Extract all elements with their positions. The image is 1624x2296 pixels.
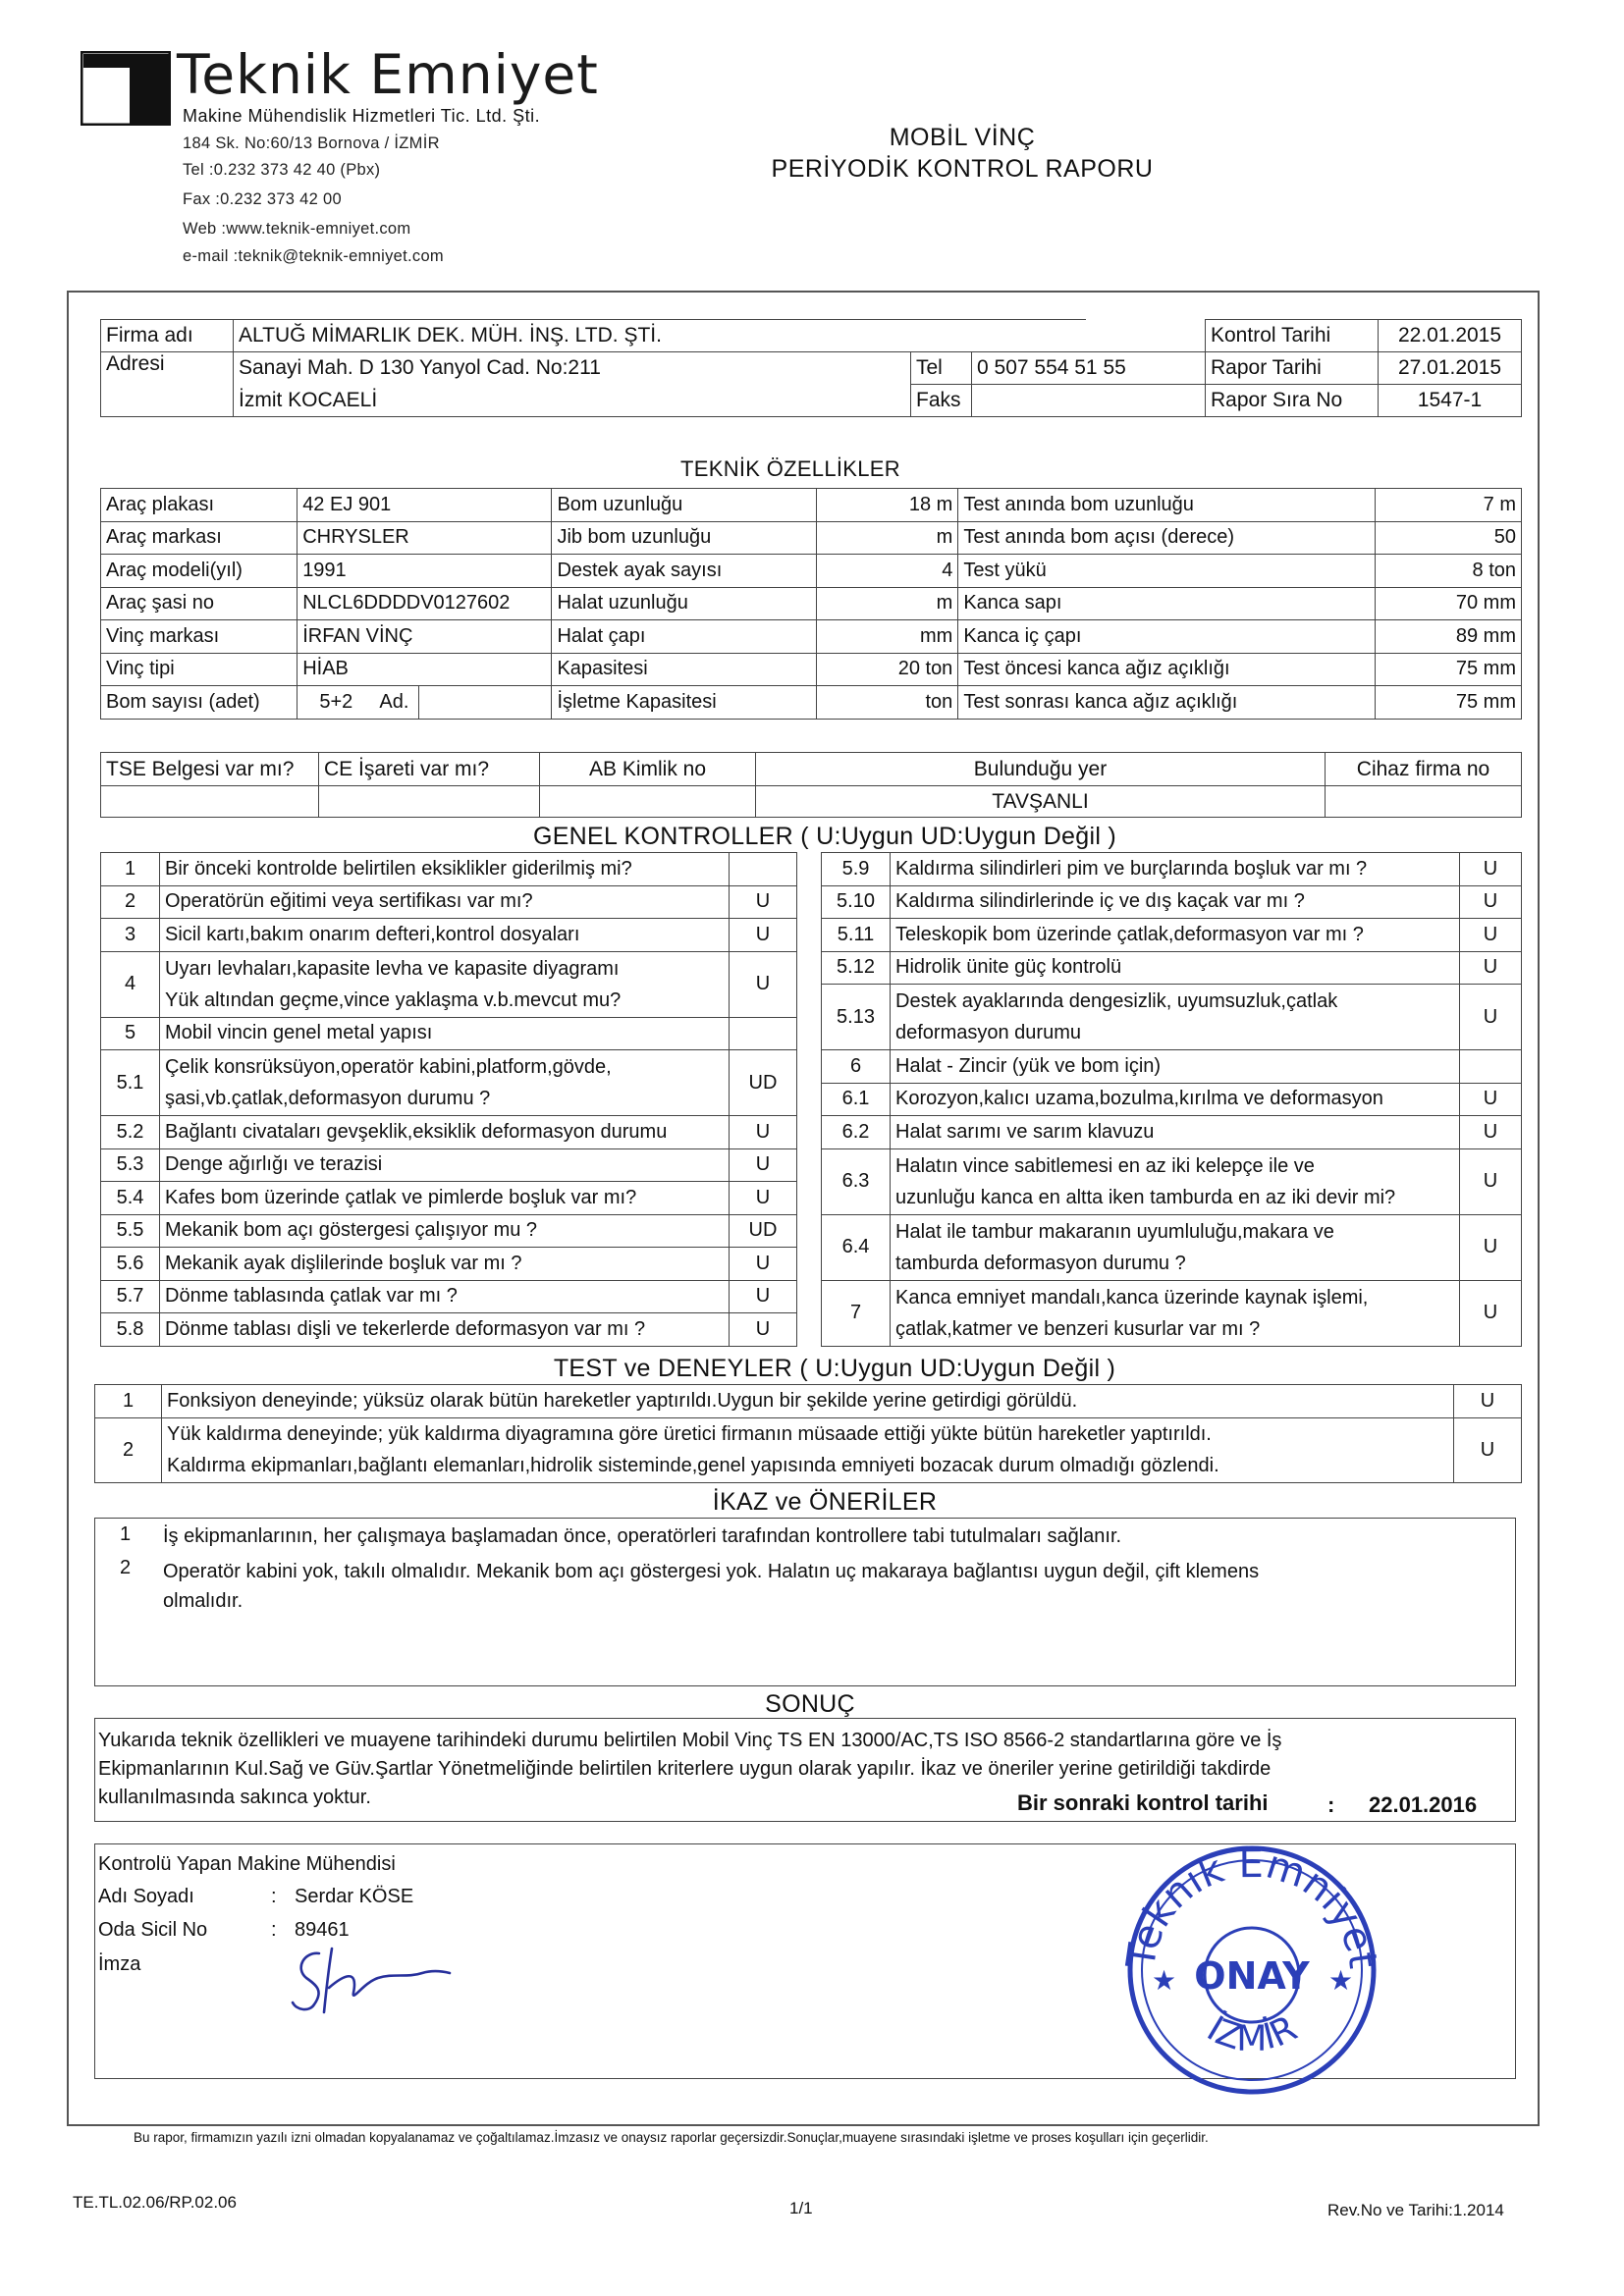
test-row-status: U xyxy=(1454,1417,1522,1482)
firm-name-label: Firma adı xyxy=(101,320,234,352)
spec-value-2: m xyxy=(817,521,958,555)
spec-label-2: Destek ayak sayısı xyxy=(552,555,817,588)
control-text-line: tamburda deformasyon durumu ? xyxy=(895,1252,1186,1274)
spec-label: Araç modeli(yıl) xyxy=(101,555,298,588)
spec-value-3: 75 mm xyxy=(1376,653,1522,686)
control-text-line: Operatörün eğitimi veya sertifikası var mı? xyxy=(165,890,533,913)
control-text xyxy=(891,1083,1460,1116)
warnings-title: İKAZ ve ÖNERİLER xyxy=(712,1488,938,1516)
control-text xyxy=(160,1280,730,1313)
control-text-line: Halat ile tambur makaranın uyumluluğu,makara ve xyxy=(895,1220,1334,1243)
ce-value xyxy=(319,786,540,818)
warning-text: İş ekipmanlarının, her çalışmaya başlamadan önce, operatörleri tarafından kontrollere tabi tutulmaları sağlanır. xyxy=(163,1525,1122,1547)
spec-value-3: 7 m xyxy=(1376,489,1522,522)
document-title-1: MOBİL VİNÇ xyxy=(889,124,1036,151)
report-date-label: Rapor Tarihi xyxy=(1206,352,1379,385)
spec-label: Araç markası xyxy=(101,521,298,555)
spec-value: CHRYSLER xyxy=(298,521,552,555)
control-number: 6.1 xyxy=(822,1083,891,1116)
control-text xyxy=(891,951,1460,985)
control-text-line: çatlak,katmer ve benzeri kusurlar var mı ? xyxy=(895,1317,1261,1340)
spec-label-2: Halat uzunluğu xyxy=(552,587,817,620)
spec-value: HİAB xyxy=(298,653,552,686)
engineer-reg-label: Oda Sicil No xyxy=(98,1919,208,1941)
control-text-line: Kaldırma silindirleri pim ve burçlarında boşluk var mı ? xyxy=(895,857,1368,880)
spec-label-2: Jib bom uzunluğu xyxy=(552,521,817,555)
control-text xyxy=(160,853,730,886)
control-status: U xyxy=(1460,853,1522,886)
control-text xyxy=(160,1248,730,1281)
tse-label: TSE Belgesi var mı? xyxy=(101,753,319,786)
company-email: e-mail :teknik@teknik-emniyet.com xyxy=(183,247,444,265)
report-no: 1547-1 xyxy=(1379,385,1522,417)
control-text-line: Kaldırma silindirlerinde iç ve dış kaçak var mı ? xyxy=(895,890,1305,913)
control-status: UD xyxy=(730,1214,797,1248)
tech-specs-table xyxy=(100,488,1522,720)
control-status: U xyxy=(1460,951,1522,985)
control-text-line: Korozyon,kalıcı uzama,bozulma,kırılma ve deformasyon xyxy=(895,1088,1383,1110)
control-status: U xyxy=(730,1280,797,1313)
control-status: U xyxy=(730,1116,797,1149)
company-tel: Tel :0.232 373 42 40 (Pbx) xyxy=(183,161,381,179)
spec-value: İRFAN VİNÇ xyxy=(298,620,552,654)
spec-value-2: 20 ton xyxy=(817,653,958,686)
spec-value: NLCL6DDDDV0127602 xyxy=(298,587,552,620)
general-controls-left-table xyxy=(100,852,797,1347)
control-text-line: Teleskopik bom üzerinde çatlak,deformasyon var mı ? xyxy=(895,923,1364,945)
control-number: 5.2 xyxy=(101,1116,160,1149)
footer-note: Bu rapor, firmamızın yazılı izni olmadan kopyalanamaz ve çoğaltılamaz.İmzasız ve onaysız raporlar geçersizdir.Sonuçlar,muayene sırasındaki işletme ve proses koşulları için geçerlidir. xyxy=(134,2130,1209,2145)
spec-value-2: m xyxy=(817,587,958,620)
engineer-sign-label: İmza xyxy=(98,1953,141,1975)
control-date: 22.01.2015 xyxy=(1379,320,1522,352)
general-controls-right-table xyxy=(821,852,1522,1347)
control-number: 5.1 xyxy=(101,1050,160,1116)
control-text xyxy=(891,1116,1460,1149)
page-number: 1/1 xyxy=(789,2199,813,2217)
spec-value-2: 4 xyxy=(817,555,958,588)
next-control-date: 22.01.2016 xyxy=(1369,1792,1478,1817)
test-row-number: 2 xyxy=(95,1417,162,1482)
control-date-label: Kontrol Tarihi xyxy=(1206,320,1379,352)
control-text xyxy=(891,885,1460,919)
ce-label: CE İşareti var mı? xyxy=(319,753,540,786)
test-row-number: 1 xyxy=(95,1385,162,1418)
control-number: 5.5 xyxy=(101,1214,160,1248)
spec-label: Araç şasi no xyxy=(101,587,298,620)
control-number: 6.4 xyxy=(822,1214,891,1280)
spec-value-3: 8 ton xyxy=(1376,555,1522,588)
result-line-3: kullanılmasında sakınca yoktur. xyxy=(98,1787,371,1808)
control-status: U xyxy=(730,1182,797,1215)
ab-label: AB Kimlik no xyxy=(540,753,756,786)
location-label: Bulunduğu yer xyxy=(756,753,1326,786)
svg-text:★: ★ xyxy=(1152,1965,1177,1996)
certificate-table xyxy=(100,752,1522,818)
control-text xyxy=(891,1214,1460,1280)
control-status: UD xyxy=(730,1050,797,1116)
control-status: U xyxy=(1460,985,1522,1050)
control-text xyxy=(891,1280,1460,1346)
control-text xyxy=(160,1017,730,1050)
engineer-name-separator: : xyxy=(271,1886,277,1907)
test-row-text: Fonksiyon deneyinde; yüksüz olarak bütün hareketler yaptırıldı.Uygun bir şekilde yerine getirdigi görüldü. xyxy=(162,1385,1454,1418)
control-status: U xyxy=(730,1148,797,1182)
svg-text:İZMİR: İZMİR xyxy=(1200,2007,1304,2059)
control-status: U xyxy=(1460,1148,1522,1214)
tests-table xyxy=(94,1384,1522,1483)
control-text xyxy=(160,1313,730,1347)
spec-value-3: 89 mm xyxy=(1376,620,1522,654)
result-line-1: Yukarıda teknik özellikleri ve muayene tarihindeki durumu belirtilen Mobil Vinç TS EN 13000/AC,TS ISO 8566-2 standartlarına göre ve İş xyxy=(98,1730,1282,1751)
control-status: U xyxy=(1460,1280,1522,1346)
tse-value xyxy=(101,786,319,818)
warning-number: 2 xyxy=(120,1557,132,1578)
document-title-2: PERİYODİK KONTROL RAPORU xyxy=(771,155,1154,183)
control-text-line: Bir önceki kontrolde belirtilen eksiklikler giderilmiş mi? xyxy=(165,857,632,880)
test-row-text: Yük kaldırma deneyinde; yük kaldırma diyagramına göre üretici firmanın müsaade ettiği yükte bütün hareketler yaptırıldı. xyxy=(167,1423,1212,1445)
control-status xyxy=(730,1017,797,1050)
control-number: 6.3 xyxy=(822,1148,891,1214)
firm-address-line2: İzmit KOCAELİ xyxy=(234,385,911,417)
control-text-line: Çelik konsrüksüyon,operatör kabini,platform,gövde, xyxy=(165,1056,612,1078)
next-control-label: Bir sonraki kontrol tarihi xyxy=(1017,1790,1269,1815)
tel-label: Tel xyxy=(911,352,972,385)
engineer-title: Kontrolü Yapan Makine Mühendisi xyxy=(98,1853,396,1875)
control-text xyxy=(891,919,1460,952)
control-text xyxy=(891,853,1460,886)
result-line-2: Ekipmanlarının Kul.Sağ ve Güv.Şartlar Yönetmeliğinde belirtilen kriterlere uygun olarak yapılır. İkaz ve öneriler yerine getirildiği takdirde xyxy=(98,1758,1272,1780)
firm-name: ALTUĞ MİMARLIK DEK. MÜH. İNŞ. LTD. ŞTİ. xyxy=(234,320,1086,352)
warning-number: 1 xyxy=(120,1523,132,1545)
spec-value-2: 18 m xyxy=(817,489,958,522)
company-subtitle: Makine Mühendislik Hizmetleri Tic. Ltd. Şti. xyxy=(183,106,541,126)
operating-capacity-label: İşletme Kapasitesi xyxy=(552,686,817,720)
spec-label-2: Halat çapı xyxy=(552,620,817,654)
tel-value: 0 507 554 51 55 xyxy=(972,352,1206,385)
control-text-line: Bağlantı civataları gevşeklik,eksiklik deformasyon durumu xyxy=(165,1120,668,1143)
control-status xyxy=(730,853,797,886)
spec-label: Vinç tipi xyxy=(101,653,298,686)
control-text xyxy=(160,919,730,952)
test-row-status: U xyxy=(1454,1385,1522,1418)
spec-label-2: Kapasitesi xyxy=(552,653,817,686)
control-number: 5.9 xyxy=(822,853,891,886)
general-controls-title: GENEL KONTROLLER ( U:Uygun UD:Uygun Değil ) xyxy=(532,823,1117,850)
spec-label-3: Test sonrası kanca ağız açıklığı xyxy=(958,686,1376,720)
control-number: 5.6 xyxy=(101,1248,160,1281)
control-status: U xyxy=(730,1313,797,1347)
ab-value xyxy=(540,786,756,818)
fax-label: Faks xyxy=(911,385,972,417)
control-text-line: Sicil kartı,bakım onarım defteri,kontrol dosyaları xyxy=(165,923,580,945)
control-text xyxy=(160,951,730,1017)
control-text-line: Yük altından geçme,vince yaklaşma v.b.mevcut mu? xyxy=(165,988,622,1011)
spec-value: 1991 xyxy=(298,555,552,588)
engineer-reg-separator: : xyxy=(271,1919,277,1941)
control-status: U xyxy=(730,951,797,1017)
control-text-line: Halat - Zincir (yük ve bom için) xyxy=(895,1054,1162,1077)
control-text-line: Halat sarımı ve sarım klavuzu xyxy=(895,1120,1155,1143)
control-number: 5.4 xyxy=(101,1182,160,1215)
spec-label: Vinç markası xyxy=(101,620,298,654)
control-text-line: Mekanik bom açı göstergesi çalışıyor mu ? xyxy=(165,1219,538,1242)
spec-value-3: 75 mm xyxy=(1376,686,1522,720)
warning-text-2: olmalıdır. xyxy=(163,1590,244,1612)
company-address: 184 Sk. No:60/13 Bornova / İZMİR xyxy=(183,134,440,152)
control-number: 5.3 xyxy=(101,1148,160,1182)
revision: Rev.No ve Tarihi:1.2014 xyxy=(1327,2201,1504,2219)
bom-count-unit: Ad. xyxy=(374,686,419,720)
report-date: 27.01.2015 xyxy=(1379,352,1522,385)
control-text-line: Kanca emniyet mandalı,kanca üzerinde kaynak işlemi, xyxy=(895,1286,1369,1308)
spec-value-3: 50 xyxy=(1376,521,1522,555)
firm-table xyxy=(100,319,1522,417)
control-number: 1 xyxy=(101,853,160,886)
bom-count-blank xyxy=(419,686,552,720)
operating-capacity-value: ton xyxy=(817,686,958,720)
control-text xyxy=(891,1050,1460,1084)
control-number: 5.13 xyxy=(822,985,891,1050)
control-number: 5.12 xyxy=(822,951,891,985)
next-control-separator: : xyxy=(1327,1792,1335,1817)
control-text xyxy=(160,1116,730,1149)
spec-value-2: mm xyxy=(817,620,958,654)
company-web: Web :www.teknik-emniyet.com xyxy=(183,220,411,238)
engineer-name: Serdar KÖSE xyxy=(295,1886,414,1907)
report-no-label: Rapor Sıra No xyxy=(1206,385,1379,417)
spec-label-3: Kanca iç çapı xyxy=(958,620,1376,654)
fax-value xyxy=(972,385,1206,417)
form-code: TE.TL.02.06/RP.02.06 xyxy=(73,2193,237,2212)
location-value: TAVŞANLI xyxy=(756,786,1326,818)
spec-value-3: 70 mm xyxy=(1376,587,1522,620)
control-number: 2 xyxy=(101,885,160,919)
control-number: 5 xyxy=(101,1017,160,1050)
control-number: 6 xyxy=(822,1050,891,1084)
control-text xyxy=(160,1182,730,1215)
control-text-line: Hidrolik ünite güç kontrolü xyxy=(895,956,1122,979)
result-title: SONUÇ xyxy=(765,1690,855,1718)
control-text-line: şasi,vb.çatlak,deformasyon durumu ? xyxy=(165,1088,491,1109)
test-row-text-2: Kaldırma ekipmanları,bağlantı elemanları,hidrolik sisteminde,genel yapısında emniyeti bozacak durum olmadığı gözlendi. xyxy=(167,1455,1219,1476)
control-number: 5.8 xyxy=(101,1313,160,1347)
control-status: U xyxy=(730,1248,797,1281)
control-number: 4 xyxy=(101,951,160,1017)
device-firm-no-label: Cihaz firma no xyxy=(1326,753,1522,786)
bom-count-value: 5+2 xyxy=(298,686,375,720)
control-text xyxy=(160,885,730,919)
spec-label-3: Test anında bom uzunluğu xyxy=(958,489,1376,522)
engineer-name-label: Adı Soyadı xyxy=(98,1886,194,1907)
control-text-line: Uyarı levhaları,kapasite levha ve kapasite diyagramı xyxy=(165,957,620,980)
control-text-line: Dönme tablasında çatlak var mı ? xyxy=(165,1285,458,1308)
company-logo xyxy=(81,51,171,126)
spec-label-3: Kanca sapı xyxy=(958,587,1376,620)
control-status xyxy=(1460,1050,1522,1084)
control-number: 7 xyxy=(822,1280,891,1346)
control-number: 5.11 xyxy=(822,919,891,952)
control-text-line: deformasyon durumu xyxy=(895,1022,1081,1043)
control-status: U xyxy=(1460,919,1522,952)
control-status: U xyxy=(1460,1083,1522,1116)
control-text xyxy=(891,1148,1460,1214)
control-status: U xyxy=(730,919,797,952)
engineer-reg-no: 89461 xyxy=(295,1919,350,1941)
control-number: 5.7 xyxy=(101,1280,160,1313)
control-status: U xyxy=(1460,885,1522,919)
spec-label-3: Test anında bom açısı (derece) xyxy=(958,521,1376,555)
firm-address-label: Adresi xyxy=(101,352,234,417)
bom-count-label: Bom sayısı (adet) xyxy=(101,686,298,720)
control-text xyxy=(160,1214,730,1248)
signature xyxy=(285,1934,461,2027)
svg-text:ONAY: ONAY xyxy=(1194,1954,1310,1998)
control-text-line: Mekanik ayak dişlilerinde boşluk var mı ? xyxy=(165,1252,522,1274)
control-text xyxy=(891,985,1460,1050)
svg-text:Teknik Emniyet: Teknik Emniyet xyxy=(1118,1841,1385,1971)
control-number: 5.10 xyxy=(822,885,891,919)
control-number: 3 xyxy=(101,919,160,952)
company-name: Teknik Emniyet xyxy=(177,43,599,106)
tech-specs-title: TEKNİK ÖZELLİKLER xyxy=(680,456,900,481)
control-status: U xyxy=(730,885,797,919)
control-text-line: Mobil vincin genel metal yapısı xyxy=(165,1022,433,1044)
spec-label: Araç plakası xyxy=(101,489,298,522)
firm-address-line1: Sanayi Mah. D 130 Yanyol Cad. No:211 xyxy=(234,352,911,385)
control-text-line: Denge ağırlığı ve terazisi xyxy=(165,1153,383,1176)
tests-title: TEST ve DENEYLER ( U:Uygun UD:Uygun Değil ) xyxy=(553,1355,1116,1382)
control-text-line: Dönme tablası dişli ve tekerlerde deformasyon var mı ? xyxy=(165,1317,646,1340)
control-text-line: uzunluğu kanca en altta iken tamburda en az iki devir mi? xyxy=(895,1186,1396,1208)
control-number: 6.2 xyxy=(822,1116,891,1149)
control-text-line: Halatın vince sabitlemesi en az iki kelepçe ile ve xyxy=(895,1154,1315,1177)
spec-label-3: Test öncesi kanca ağız açıklığı xyxy=(958,653,1376,686)
approval-stamp xyxy=(1114,1828,1389,2103)
warning-text: Operatör kabini yok, takılı olmalıdır. Mekanik bom açı göstergesi yok. Halatın uç makaraya bağlantısı uygun değil, çift klemens xyxy=(163,1561,1260,1582)
control-text-line: Kafes bom üzerinde çatlak ve pimlerde boşluk var mı? xyxy=(165,1186,637,1208)
spec-value: 42 EJ 901 xyxy=(298,489,552,522)
control-status: U xyxy=(1460,1116,1522,1149)
control-status: U xyxy=(1460,1214,1522,1280)
control-text xyxy=(160,1148,730,1182)
spec-label-2: Bom uzunluğu xyxy=(552,489,817,522)
company-fax: Fax :0.232 373 42 00 xyxy=(183,190,342,208)
spec-label-3: Test yükü xyxy=(958,555,1376,588)
control-text-line: Destek ayaklarında dengesizlik, uyumsuzluk,çatlak xyxy=(895,990,1338,1012)
device-firm-no-value xyxy=(1326,786,1522,818)
svg-text:★: ★ xyxy=(1328,1965,1354,1996)
control-text xyxy=(160,1050,730,1116)
